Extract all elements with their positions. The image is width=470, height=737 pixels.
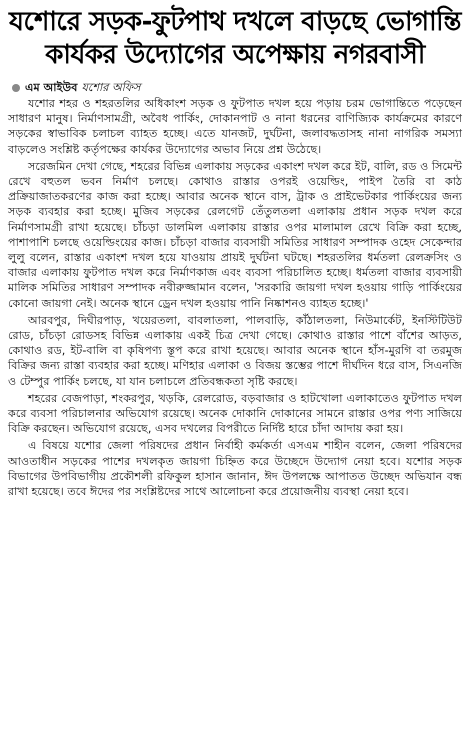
byline-author: এম আইউব	[25, 81, 78, 94]
headline	[8, 6, 462, 72]
paragraph: সরেজমিন দেখা গেছে, শহরের বিভিন্ন এলাকায় সড়কের একাংশ দখল করে ইট, বালি, রড ও সিমেন্ট রেখে বহুতল ভবন নির্মাণ চলছে। কোথাও রাস্তার ওপরই ওয়েল্ডিং, পাইপ তৈরি বা কাঠ প্রক্রিয়াজাতকরণের কাজ করা হচ্ছে। আবার অনেক স্থানে বাস, ট্রাক ও প্রাইভেটকার পার্কিংয়ের জন্য সড়ক ব্যবহার করা হচ্ছে। মুজিব সড়কের রেলগেট তেঁতুলতলা এলাকায় প্রধান সড়ক দখল করে নির্মাণসামগ্রী রাখা হয়েছে। চাঁচড়া ডালমিল এলাকায় রাস্তার ওপর মালামাল রেখে বিক্রি করা হচ্ছে, পাশাপাশি চলছে ওয়েল্ডিংয়ের কাজ। চাঁচড়া বাজার ব্যবসায়ী সমিতির সাধারণ সম্পাদক ওহেদ সেকেন্দার লুলু বলেন, রাস্তার একাংশ দখল হয়ে যাওয়ায় প্রায়ই দুর্ঘটনা ঘটছে। শহরতলির ধর্মতলা রেলক্রসিং ও বাজার এলাকায় ফুটপাত দখল করে নির্মাণকাজ এবং ব্যবসা পরিচালিত হচ্ছে। ধর্মতলা বাজার ব্যবসায়ী মালিক সমিতির সাধারণ সম্পাদক নবীরুজ্জামান বলেন, 'সরকারি জায়গা দখল হওয়ায় গাড়ি পার্কিংয়ের কোনো জায়গা নেই। অনেক স্থানে ড্রেন দখল হওয়ায় পানি নিষ্কাশনও ব্যাহত হচ্ছে।'	[8, 159, 462, 310]
paragraph: আরবপুর, দিঘীরপাড়, খয়েরতলা, বাবলাতলা, পালবাড়ি, কাঁঠালতলা, নিউমার্কেট, ইনস্টিটিউট রোড, চাঁচড়া রোডসহ বিভিন্ন এলাকায় একই চিত্র দেখা গেছে। কোথাও রাস্তার পাশে বাঁশের আড়ত, কোথাও রড, ইট-বালি বা কৃষিপণ্য স্তূপ করে রাখা হয়েছে। আবার অনেক স্থানে হাঁস-মুরগি বা তরমুজ বিক্রির জন্য রাস্তা ব্যবহার করা হচ্ছে। মণিহার এলাকা ও বিজয় স্তম্ভের পাশে দীর্ঘদিন ধরে বাস, সিএনজি ও টেম্পুর পার্কিং চলছে, যা যান চলাচলে প্রতিবন্ধকতা সৃষ্টি করছে।	[8, 313, 462, 388]
paragraph: এ বিষয়ে যশোর জেলা পরিষদের প্রধান নির্বাহী কর্মকর্তা এসএম শাহীন বলেন, জেলা পরিষদের আওতাধীন সড়কের পাশের দখলকৃত জায়গা চিহ্নিত করে উচ্ছেদে উদ্যোগ নেয়া হবে। যশোর সড়ক বিভাগের উপবিভাগীয় প্রকৌশলী রফিকুল হাসান জানান, ঈদ উপলক্ষে আপাতত উচ্ছেদ অভিযান বন্ধ রাখা হয়েছে। তবে ঈদের পর সংশ্লিষ্টদের সাথে আলোচনা করে প্রয়োজনীয় ব্যবস্থা নেয়া হবে।	[8, 439, 462, 499]
bullet-icon	[12, 84, 20, 92]
article-body	[8, 96, 462, 499]
byline	[8, 80, 462, 95]
byline-source: যশোর অফিস	[81, 81, 141, 94]
headline-line-2: কার্যকর উদ্যোগের অপেক্ষায় নগরবাসী	[45, 40, 425, 70]
paragraph: শহরের বেজপাড়া, শংকরপুর, খড়কি, রেলরোড, বড়বাজার ও হাটখোলা এলাকাতেও ফুটপাত দখল করে ব্যবসা পরিচালনার অভিযোগ রয়েছে। অনেক দোকানি দোকানের সামনে রাস্তার ওপর পণ্য সাজিয়ে বিক্রি করছেন। অভিযোগ রয়েছে, এসব দখলের বিপরীতে নির্দিষ্ট হারে চাঁদা আদায় করা হয়।	[8, 391, 462, 436]
paragraph: যশোর শহর ও শহরতলির অধিকাংশ সড়ক ও ফুটপাত দখল হয়ে পড়ায় চরম ভোগান্তিতে পড়েছেন সাধারণ মানুষ। নির্মাণসামগ্রী, অবৈধ পার্কিং, দোকানপাট ও নানা ধরনের বাণিজ্যিক কার্যক্রমের কারণে সড়কের স্বাভাবিক চলাচল ব্যাহত হচ্ছে। এতে যানজট, দুর্ঘটনা, জলাবদ্ধতাসহ নানা নাগরিক সমস্যা বাড়লেও সংশ্লিষ্ট কর্তৃপক্ষের কার্যকর উদ্যোগের অভাব নিয়ে প্রশ্ন উঠেছে।	[8, 97, 462, 156]
headline-line-1: যশোরে সড়ক-ফুটপাথ দখলে বাড়ছে ভোগান্তি	[9, 7, 461, 37]
